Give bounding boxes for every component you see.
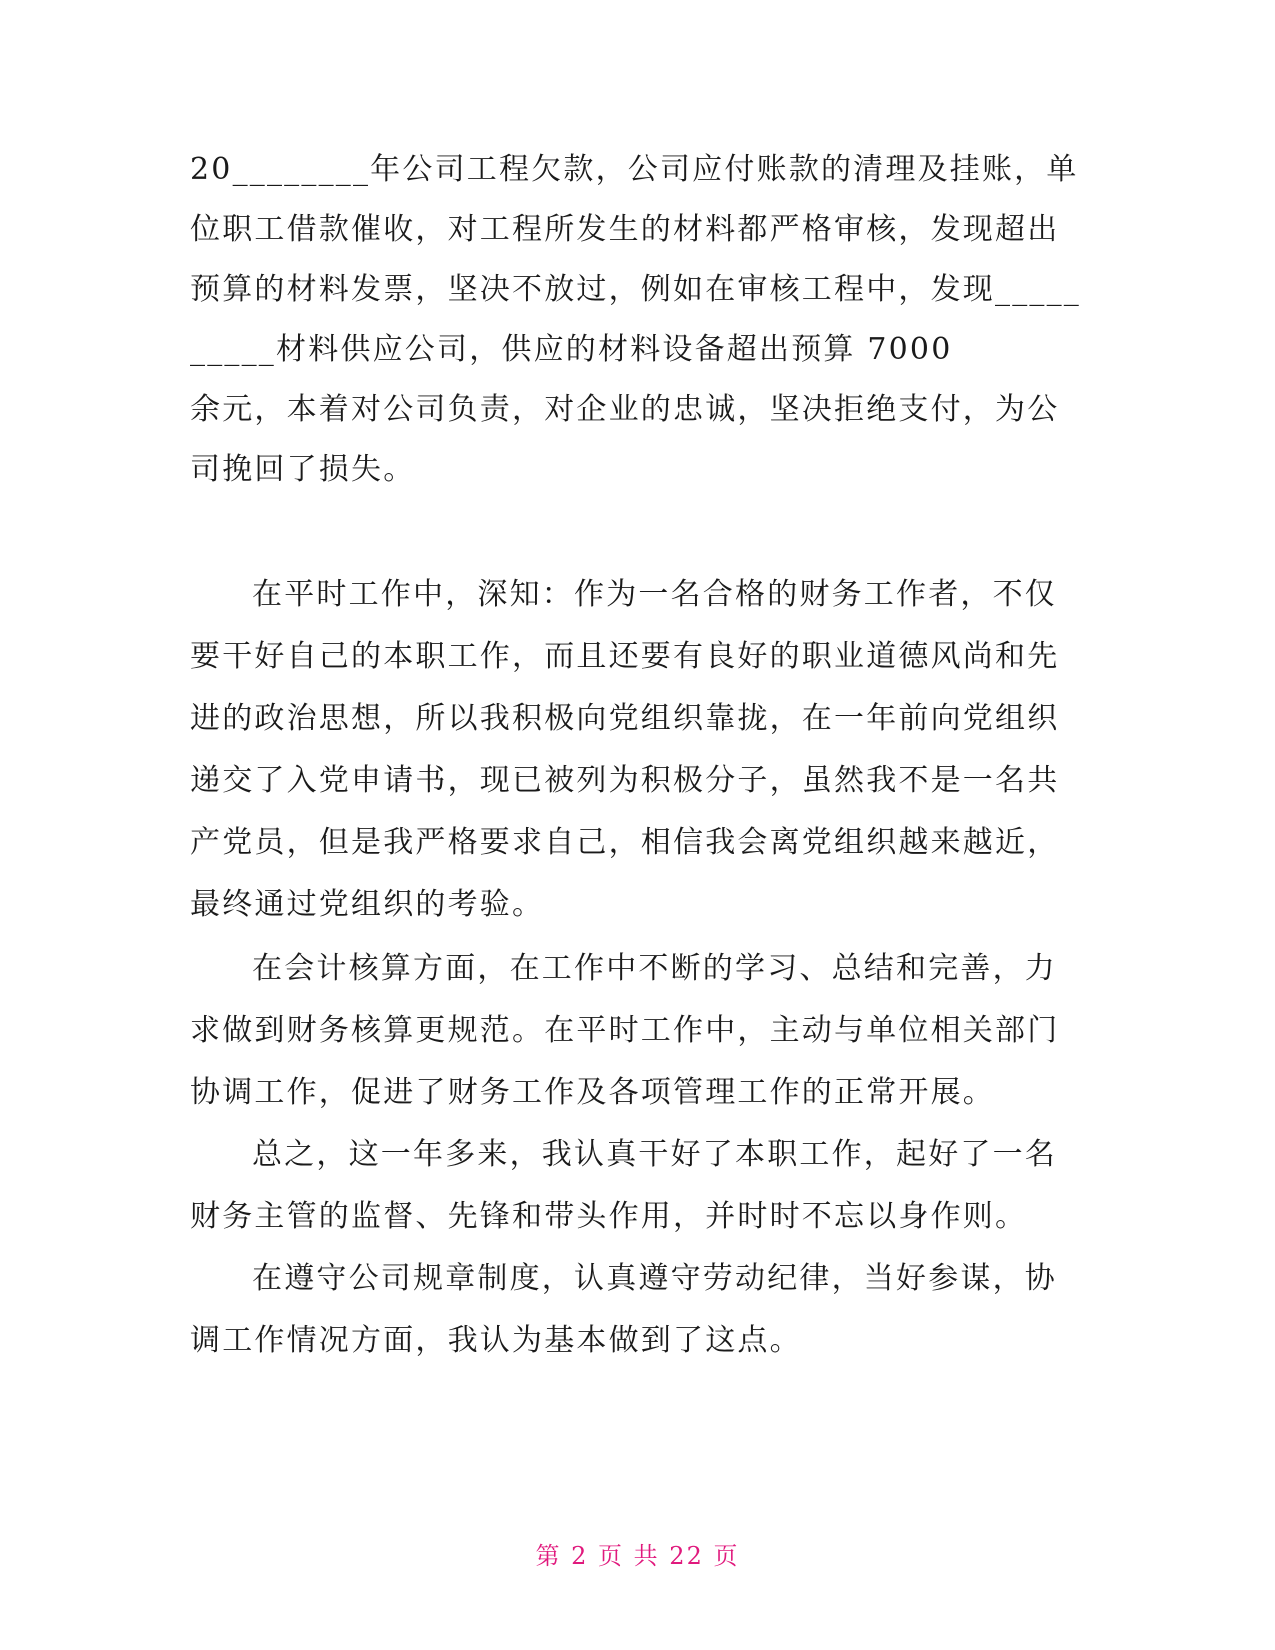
text-line: 协调工作，促进了财务工作及各项管理工作的正常开展。 [190, 1075, 995, 1110]
text-line: 递交了入党申请书，现已被列为积极分子，虽然我不是一名共 [190, 763, 1060, 798]
text-line: 在平时工作中，深知：作为一名合格的财务工作者，不仅 [252, 577, 1057, 612]
text-line: 总之，这一年多来，我认真干好了本职工作，起好了一名 [252, 1137, 1057, 1172]
text-line: 进的政治思想，所以我积极向党组织靠拢，在一年前向党组织 [190, 701, 1060, 736]
text-line: 在遵守公司规章制度，认真遵守劳动纪律，当好参谋，协 [252, 1261, 1057, 1296]
text-line: 最终通过党组织的考验。 [190, 887, 545, 922]
text-line: 20________年公司工程欠款，公司应付账款的清理及挂账，单 [190, 152, 1079, 187]
page-number-footer: 第 2 页 共 22 页 [535, 1542, 740, 1570]
text-line: 在会计核算方面，在工作中不断的学习、总结和完善，力 [252, 951, 1057, 986]
text-line: 司挽回了损失。 [190, 452, 416, 487]
text-line: 位职工借款催收，对工程所发生的材料都严格审核，发现超出 [190, 212, 1060, 247]
text-line: 求做到财务核算更规范。在平时工作中，主动与单位相关部门 [190, 1013, 1060, 1048]
text-line: 要干好自己的本职工作，而且还要有良好的职业道德风尚和先 [190, 639, 1060, 674]
text-line: _____材料供应公司，供应的材料设备超出预算 7000 [190, 332, 953, 367]
text-line: 财务主管的监督、先锋和带头作用，并时时不忘以身作则。 [190, 1199, 1028, 1234]
text-line: 预算的材料发票，坚决不放过，例如在审核工程中，发现_____ [190, 272, 1081, 307]
text-line: 调工作情况方面，我认为基本做到了这点。 [190, 1323, 802, 1358]
text-line: 余元，本着对公司负责，对企业的忠诚，坚决拒绝支付，为公 [190, 392, 1060, 427]
text-line: 产党员，但是我严格要求自己，相信我会离党组织越来越近， [190, 825, 1060, 860]
